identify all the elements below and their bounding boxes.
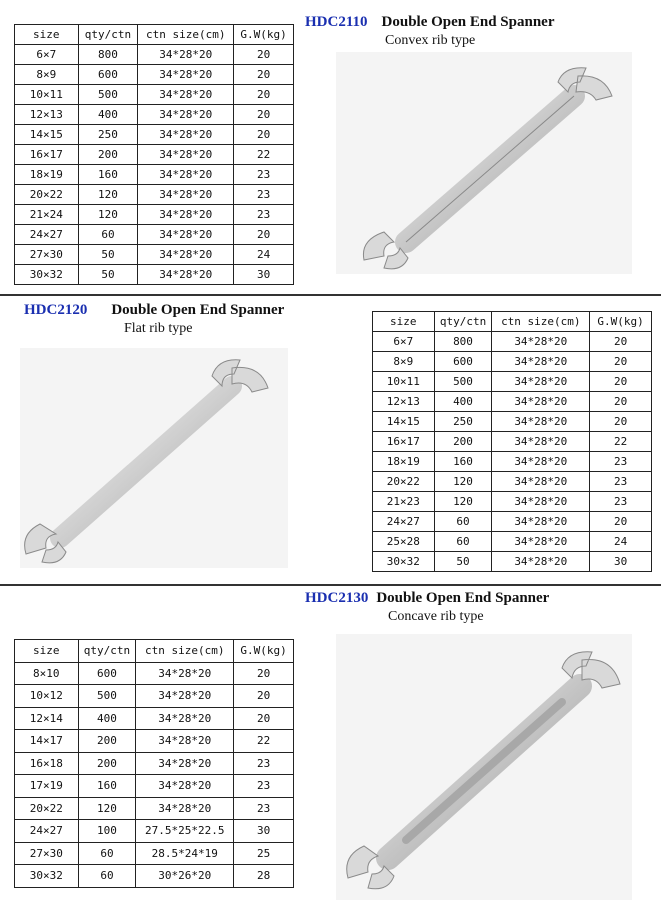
product-code: HDC2130 [305, 590, 369, 606]
product-code: HDC2120 [24, 302, 88, 318]
table-cell: 34*28*20 [136, 775, 234, 798]
table-row [373, 352, 652, 372]
table-cell: 23 [234, 165, 294, 185]
table-cell: 14×17 [15, 730, 79, 753]
table-cell: 28.5*24*19 [136, 842, 234, 865]
table-cell: 30*26*20 [136, 865, 234, 888]
spanner-icon [20, 348, 288, 568]
table-cell: 25 [234, 842, 294, 865]
table-cell: 120 [78, 797, 136, 820]
table-cell: 34*28*20 [492, 452, 590, 472]
table-cell: 6×7 [15, 45, 79, 65]
column-header: qty/ctn [78, 25, 138, 45]
table-cell: 8×10 [15, 662, 79, 685]
column-header: ctn size(cm) [136, 640, 234, 663]
product-section-hdc2120 [0, 296, 661, 584]
table-cell: 30×32 [373, 552, 435, 572]
spanner-icon [336, 52, 632, 274]
table-cell: 12×13 [373, 392, 435, 412]
table-cell: 18×19 [15, 165, 79, 185]
table-cell: 22 [234, 730, 294, 753]
table-cell: 10×11 [373, 372, 435, 392]
table-cell: 18×19 [373, 452, 435, 472]
product-name: Double Open End Spanner [111, 302, 285, 318]
table-cell: 34*28*20 [138, 245, 234, 265]
table-row [15, 707, 294, 730]
table-cell: 34*28*20 [492, 432, 590, 452]
table-row [373, 372, 652, 392]
table-cell: 50 [78, 265, 138, 285]
spanner-photo [336, 52, 632, 274]
table-cell: 14×15 [15, 125, 79, 145]
table-cell: 24×27 [15, 225, 79, 245]
table-row [15, 265, 294, 285]
table-row [15, 730, 294, 753]
spec-table-hdc2130 [14, 639, 294, 888]
table-cell: 800 [434, 332, 492, 352]
table-cell: 6×7 [373, 332, 435, 352]
table-cell: 21×24 [15, 205, 79, 225]
table-cell: 34*28*20 [136, 752, 234, 775]
table-cell: 100 [78, 820, 136, 843]
table-row [373, 452, 652, 472]
table-row [15, 45, 294, 65]
table-cell: 34*28*20 [138, 145, 234, 165]
table-cell: 160 [78, 775, 136, 798]
table-cell: 30 [234, 265, 294, 285]
table-row [373, 472, 652, 492]
table-row [373, 532, 652, 552]
table-cell: 8×9 [373, 352, 435, 372]
product-section-hdc2130 [0, 586, 661, 915]
table-cell: 200 [78, 752, 136, 775]
table-cell: 22 [590, 432, 652, 452]
table-header-row [373, 312, 652, 332]
table-cell: 20 [590, 392, 652, 412]
table-cell: 20 [234, 85, 294, 105]
table-cell: 30 [590, 552, 652, 572]
table-cell: 34*28*20 [138, 225, 234, 245]
table-cell: 34*28*20 [136, 797, 234, 820]
product-code: HDC2110 [305, 14, 368, 30]
table-cell: 500 [78, 85, 138, 105]
table-cell: 120 [78, 205, 138, 225]
table-cell: 34*28*20 [136, 685, 234, 708]
table-cell: 20 [234, 685, 294, 708]
table-cell: 24 [234, 245, 294, 265]
table-cell: 27×30 [15, 842, 79, 865]
table-row [15, 775, 294, 798]
table-cell: 20 [590, 332, 652, 352]
product-type: Concave rib type [388, 609, 484, 624]
table-cell: 23 [590, 472, 652, 492]
spec-table-hdc2120 [372, 311, 652, 572]
table-cell: 23 [234, 797, 294, 820]
table-cell: 120 [434, 472, 492, 492]
table-cell: 8×9 [15, 65, 79, 85]
table-cell: 30 [234, 820, 294, 843]
table-cell: 34*28*20 [138, 265, 234, 285]
table-cell: 250 [78, 125, 138, 145]
table-cell: 27×30 [15, 245, 79, 265]
table-cell: 24×27 [373, 512, 435, 532]
table-row [15, 752, 294, 775]
table-cell: 10×11 [15, 85, 79, 105]
table-cell: 24 [590, 532, 652, 552]
table-cell: 600 [434, 352, 492, 372]
table-row [15, 662, 294, 685]
table-cell: 23 [234, 752, 294, 775]
product-type: Flat rib type [124, 321, 193, 336]
table-row [373, 492, 652, 512]
table-row [15, 225, 294, 245]
table-cell: 200 [434, 432, 492, 452]
table-cell: 600 [78, 662, 136, 685]
table-row [373, 552, 652, 572]
column-header: qty/ctn [434, 312, 492, 332]
table-header-row [15, 640, 294, 663]
product-type: Convex rib type [385, 33, 476, 48]
column-header: size [15, 25, 79, 45]
table-cell: 20 [234, 125, 294, 145]
column-header: ctn size(cm) [492, 312, 590, 332]
table-cell: 34*28*20 [138, 165, 234, 185]
table-header-row [15, 25, 294, 45]
column-header: G.W(kg) [590, 312, 652, 332]
table-cell: 20 [234, 707, 294, 730]
table-cell: 34*28*20 [138, 65, 234, 85]
table-cell: 500 [78, 685, 136, 708]
table-cell: 34*28*20 [492, 552, 590, 572]
table-cell: 23 [590, 492, 652, 512]
column-header: qty/ctn [78, 640, 136, 663]
table-cell: 120 [434, 492, 492, 512]
table-cell: 400 [434, 392, 492, 412]
table-cell: 34*28*20 [492, 412, 590, 432]
table-cell: 34*28*20 [138, 125, 234, 145]
table-cell: 23 [234, 185, 294, 205]
table-cell: 34*28*20 [136, 730, 234, 753]
product-name: Double Open End Spanner [376, 590, 550, 606]
table-cell: 34*28*20 [492, 332, 590, 352]
product-heading [305, 589, 549, 607]
table-row [373, 332, 652, 352]
table-cell: 20 [590, 512, 652, 532]
table-row [373, 432, 652, 452]
table-row [15, 125, 294, 145]
table-row [15, 165, 294, 185]
table-cell: 160 [434, 452, 492, 472]
table-cell: 34*28*20 [136, 707, 234, 730]
table-cell: 60 [78, 225, 138, 245]
table-row [373, 412, 652, 432]
table-cell: 160 [78, 165, 138, 185]
table-cell: 600 [78, 65, 138, 85]
table-cell: 400 [78, 707, 136, 730]
table-cell: 200 [78, 730, 136, 753]
table-cell: 34*28*20 [492, 372, 590, 392]
table-row [15, 245, 294, 265]
table-cell: 500 [434, 372, 492, 392]
table-row [373, 392, 652, 412]
table-cell: 20 [590, 412, 652, 432]
table-cell: 34*28*20 [492, 472, 590, 492]
table-cell: 34*28*20 [492, 532, 590, 552]
table-cell: 25×28 [373, 532, 435, 552]
table-cell: 120 [78, 185, 138, 205]
product-section-hdc2110 [0, 0, 661, 294]
table-row [373, 512, 652, 532]
table-cell: 34*28*20 [138, 85, 234, 105]
table-cell: 20 [234, 662, 294, 685]
table-cell: 12×13 [15, 105, 79, 125]
table-row [15, 65, 294, 85]
spanner-icon [336, 634, 632, 900]
table-cell: 23 [234, 205, 294, 225]
table-cell: 250 [434, 412, 492, 432]
table-cell: 20 [234, 105, 294, 125]
spanner-photo [20, 348, 288, 568]
table-cell: 34*28*20 [138, 45, 234, 65]
table-cell: 20 [234, 65, 294, 85]
table-cell: 16×17 [15, 145, 79, 165]
table-cell: 24×27 [15, 820, 79, 843]
table-cell: 34*28*20 [492, 492, 590, 512]
table-cell: 34*28*20 [138, 105, 234, 125]
product-name: Double Open End Spanner [381, 14, 555, 30]
product-heading [24, 301, 284, 319]
spec-table-hdc2110 [14, 24, 294, 285]
table-cell: 200 [78, 145, 138, 165]
table-cell: 50 [78, 245, 138, 265]
table-cell: 23 [590, 452, 652, 472]
table-cell: 34*28*20 [136, 662, 234, 685]
column-header: size [373, 312, 435, 332]
table-cell: 20×22 [15, 797, 79, 820]
table-cell: 60 [434, 512, 492, 532]
table-cell: 17×19 [15, 775, 79, 798]
table-row [15, 842, 294, 865]
table-row [15, 865, 294, 888]
table-cell: 16×18 [15, 752, 79, 775]
table-row [15, 205, 294, 225]
table-cell: 20 [590, 352, 652, 372]
table-cell: 34*28*20 [138, 185, 234, 205]
table-cell: 20×22 [373, 472, 435, 492]
table-cell: 27.5*25*22.5 [136, 820, 234, 843]
table-cell: 34*28*20 [138, 205, 234, 225]
table-cell: 34*28*20 [492, 392, 590, 412]
table-cell: 60 [78, 842, 136, 865]
table-cell: 22 [234, 145, 294, 165]
table-cell: 400 [78, 105, 138, 125]
table-row [15, 185, 294, 205]
table-row [15, 85, 294, 105]
table-cell: 30×32 [15, 865, 79, 888]
table-cell: 50 [434, 552, 492, 572]
table-row [15, 105, 294, 125]
table-cell: 30×32 [15, 265, 79, 285]
table-cell: 20 [234, 225, 294, 245]
table-row [15, 685, 294, 708]
table-cell: 23 [234, 775, 294, 798]
table-cell: 16×17 [373, 432, 435, 452]
column-header: size [15, 640, 79, 663]
column-header: G.W(kg) [234, 640, 294, 663]
table-cell: 34*28*20 [492, 352, 590, 372]
table-cell: 20 [234, 45, 294, 65]
table-cell: 28 [234, 865, 294, 888]
table-cell: 12×14 [15, 707, 79, 730]
product-heading [305, 13, 555, 31]
table-cell: 14×15 [373, 412, 435, 432]
table-cell: 20 [590, 372, 652, 392]
spanner-photo [336, 634, 632, 900]
table-cell: 800 [78, 45, 138, 65]
table-row [15, 820, 294, 843]
table-cell: 60 [78, 865, 136, 888]
table-row [15, 797, 294, 820]
column-header: G.W(kg) [234, 25, 294, 45]
table-row [15, 145, 294, 165]
table-cell: 60 [434, 532, 492, 552]
table-cell: 20×22 [15, 185, 79, 205]
column-header: ctn size(cm) [138, 25, 234, 45]
table-cell: 10×12 [15, 685, 79, 708]
table-cell: 34*28*20 [492, 512, 590, 532]
table-cell: 21×23 [373, 492, 435, 512]
